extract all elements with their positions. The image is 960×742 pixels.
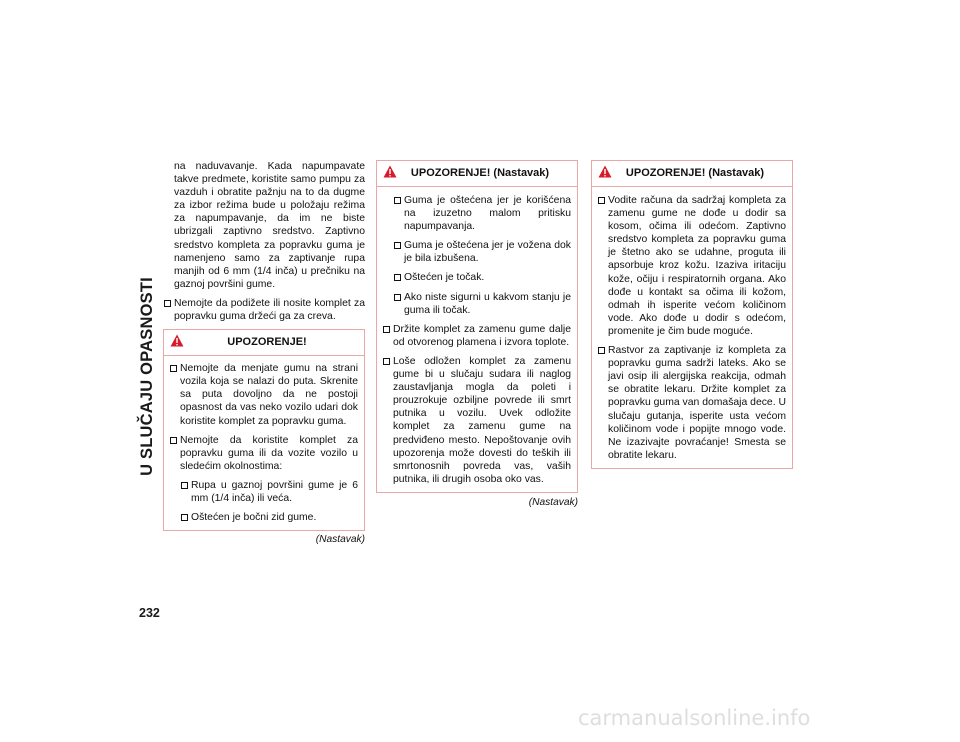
square-bullet-icon [181,482,188,489]
section-side-tab [137,159,157,593]
warning-body [592,187,792,462]
list-item [597,194,786,338]
list-item-text: Nemojte da podižete ili nosite komplet za popravku guma držeći ga za creva. [174,297,365,323]
warning-header [164,330,364,356]
list-item-text: Nemojte da menjate gumu na strani vozila koja se nalazi do puta. Skrenite sa puta dovoljno da ne postoji opasnost da vas neko vozilo udari dok koristite komplet za popravku guma. [180,363,358,427]
warning-body [164,356,364,524]
list-item [180,479,358,505]
square-bullet-icon [394,197,401,204]
list-item [169,434,358,473]
intro-paragraph: na naduvavanje. Kada napumpavate takve predmete, koristite samo pumpu za vazduh i obratite pažnju na to da dugme za izbor režima bude u položaju režima za napumpavanje, da im ne biste ubrizgali zaptivno sredstvo. Zaptivno sredstvo kompleta za popravku guma je namenjeno samo za zaptivanje rupa manjih od 6 mm (1/4 inča) u prečniku na gaznoj površini gume. [174,161,365,290]
list-item [180,511,358,524]
list-item [163,297,365,323]
square-bullet-icon [598,347,605,354]
list-item-text: Nemojte da koristite komplet za popravku guma ili da vozite vozilo u sledećim okolnostima: [180,434,358,472]
warning-triangle-icon [170,334,184,347]
square-bullet-icon [181,514,188,521]
list-item-text: Držite komplet za zamenu gume dalje od otvorenog plamena i izvora toplote. [393,323,571,348]
list-item-text: Guma je oštećena jer je vožena dok je bila izbušena. [404,240,571,265]
warning-triangle-icon [598,165,612,178]
list-item-text: Ako niste sigurni u kakvom stanju je guma ili točak. [404,291,571,316]
warning-box [591,160,793,469]
list-item [382,355,571,486]
continued-label: (Nastavak) [528,496,578,508]
square-bullet-icon [170,437,177,444]
list-item-text: Loše odložen komplet za zamenu gume bi u slučaju sudara ili naglog zaustavljanja mogla da poleti i prouzrokuje ozbiljne povrede ili smrt putnika u vozilu. Uvek odložite komplet za zamenu gume na predviđeno mesto. Nepoštovanje ovih upozorenja može dovesti do teških ili smrtonosnih povreda vas, vaših putnika, ili drugih osoba oko vas. [393,355,571,485]
square-bullet-icon [383,326,390,333]
square-bullet-icon [394,242,401,249]
column-2 [376,160,578,509]
watermark: carmanualsonline.info [578,706,811,730]
list-item-text: Vodite računa da sadržaj kompleta za zamenu gume ne dođe u dodir sa kosom, očima ili odećom. Zaptivno sredstvo kompleta za popravku guma je štetno ako se udahne, proguta ili apsorbuje kroz kožu. Izaziva iritaciju kože, očiju i respiratornih organa. Ako dođe u kontakt sa očima ili kožom, odmah ih isperite većom količinom vode. Ako dođe u dodir s odećom, promenite je čim bude moguće. [608,195,786,337]
square-bullet-icon [383,358,390,365]
warning-title: UPOZORENJE! [227,336,307,349]
list-item [169,362,358,427]
list-item [393,239,571,265]
square-bullet-icon [394,274,401,281]
warning-triangle-icon [383,165,397,178]
column-1 [163,160,365,546]
square-bullet-icon [394,294,401,301]
page-number: 232 [139,606,160,620]
warning-box [376,160,578,493]
list-item [597,344,786,462]
list-item-text: Oštećen je točak. [404,272,485,284]
list-item-text: Rupa u gaznoj površini gume je 6 mm (1/4 inča) ili veća. [191,479,358,504]
list-item [393,271,571,284]
warning-title: UPOZORENJE! (Nastavak) [410,166,550,179]
list-item [382,323,571,349]
warning-body [377,187,577,486]
continued-label: (Nastavak) [315,534,365,546]
list-item-text: Oštećen je bočni zid gume. [191,512,317,524]
column-3 [591,160,793,469]
warning-box [163,329,365,531]
list-item [393,194,571,233]
square-bullet-icon [170,365,177,372]
list-item-text: Guma je oštećena jer je korišćena na izuzetno malom pritisku napumpavanja. [404,195,571,233]
warning-header [377,161,577,187]
square-bullet-icon [164,300,171,307]
warning-header [592,161,792,187]
section-title: U SLUČAJU OPASNOSTI [137,276,156,476]
warning-title: UPOZORENJE! (Nastavak) [625,166,765,179]
list-item-text: Rastvor za zaptivanje iz kompleta za popravku guma sadrži lateks. Ako se javi osip ili alergijska reakcija, odmah se obratite lekaru. Držite komplet za popravku guma van domašaja dece. U slučaju gutanja, isperite usta većom količinom vode i popijte mnogo vode. Ne izazivajte povraćanje! Smesta se obratite lekaru. [608,345,786,461]
square-bullet-icon [598,197,605,204]
list-item [393,291,571,317]
